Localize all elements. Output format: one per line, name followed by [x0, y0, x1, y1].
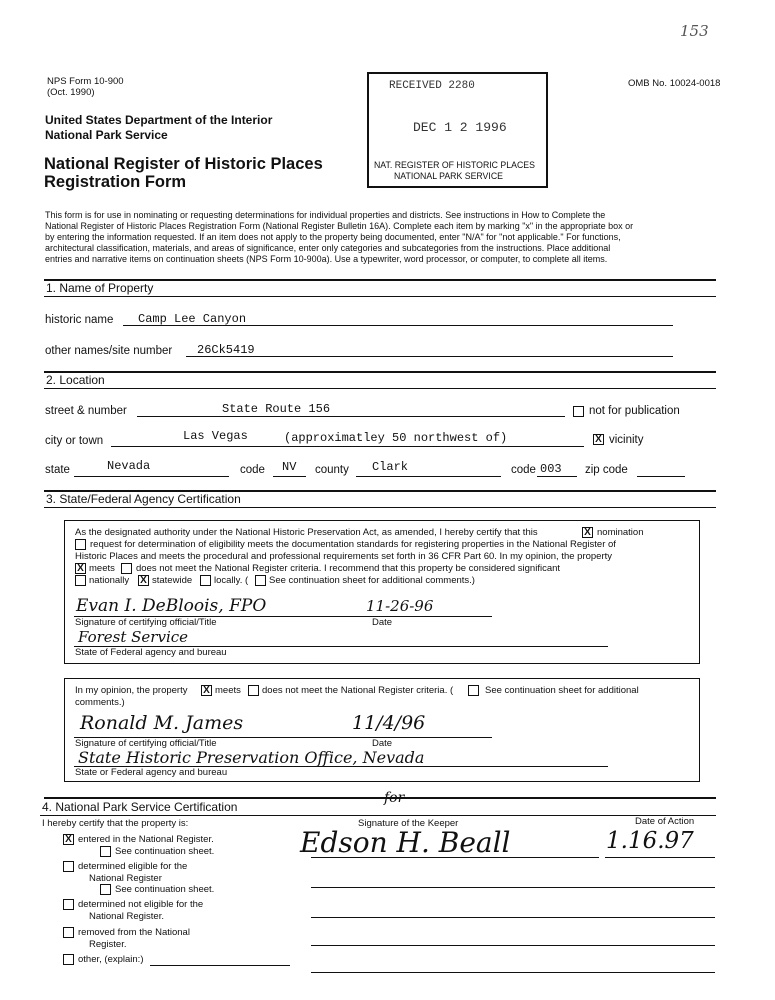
service-name: National Park Service [45, 128, 168, 142]
opinion-text: In my opinion, the property [75, 685, 188, 696]
field-underline [537, 476, 577, 477]
meets-label: meets [89, 563, 115, 574]
keeper-for: for [384, 790, 405, 806]
not-for-publication-checkbox[interactable] [573, 406, 584, 417]
code-label: code [240, 464, 265, 476]
field-underline [111, 446, 584, 447]
opinion-text: does not meet the National Register criteria. ( [262, 685, 454, 696]
opinion-signature: Ronald M. James [80, 712, 244, 734]
historic-name-label: historic name [45, 314, 114, 326]
instruction-line: by entering the information requested. If an item does not apply to the property being documented, enter "N/A" for "not applicable." For functions, [45, 232, 621, 242]
meets-checkbox[interactable]: X [75, 563, 86, 574]
department: United States Department of the Interior [45, 113, 273, 127]
section-rule [44, 797, 716, 799]
keeper-line [311, 972, 715, 973]
field-underline [273, 476, 306, 477]
field-underline [137, 416, 565, 417]
section4-heading: 4. National Park Service Certification [42, 800, 238, 814]
locally-checkbox[interactable] [200, 575, 211, 586]
certification-date: 11-26-96 [366, 597, 434, 615]
date-label: Date [372, 617, 393, 628]
date-label: Date [372, 738, 393, 749]
not-for-publication-label: not for publication [589, 405, 680, 417]
entered-checkbox[interactable]: X [63, 834, 74, 845]
instruction-line: architectural classification, materials, and areas of significance, enter only categories and subcategories from the instructions. Place additional [45, 243, 611, 253]
opinion-text: comments.) [75, 697, 125, 708]
agency-label: State or Federal agency and bureau [75, 767, 228, 778]
not-eligible-label: National Register. [89, 911, 164, 922]
section-rule [44, 507, 716, 508]
not-eligible-label: determined not eligible for the [78, 899, 204, 910]
request-checkbox[interactable] [75, 539, 86, 550]
explain-line[interactable] [150, 965, 290, 966]
cert-text: does not meet the National Register criteria. I recommend that this property be considered significant [136, 563, 561, 574]
state-field[interactable]: Nevada [107, 459, 151, 473]
county-label: county [315, 464, 349, 476]
state-label: state [45, 464, 70, 476]
continuation-checkbox[interactable] [255, 575, 266, 586]
nps-intro: I hereby certify that the property is: [42, 818, 189, 829]
removed-label: removed from the National [78, 927, 190, 938]
cert-text: Historic Places and meets the procedural and professional requirements set forth in 36 CFR Part 60. In my opinion, the property [75, 551, 613, 562]
historic-name-field[interactable]: Camp Lee Canyon [138, 312, 247, 326]
determined-eligible-checkbox[interactable] [63, 861, 74, 872]
opinion-continuation-checkbox[interactable] [468, 685, 479, 696]
stamp-date: DEC 1 2 1996 [413, 120, 507, 135]
field-underline [123, 325, 673, 326]
keeper-signature: Edson H. Beall [300, 826, 511, 859]
entered-continuation-label: See continuation sheet. [115, 846, 215, 857]
other-names-field[interactable]: 26Ck5419 [197, 343, 255, 357]
city-note: (approximatley 50 northwest of) [284, 431, 508, 445]
county-field[interactable]: Clark [372, 460, 409, 474]
city-label: city or town [45, 435, 104, 447]
section-rule [44, 371, 716, 373]
determined-eligible-label: National Register [89, 873, 162, 884]
agency-label: State of Federal agency and bureau [75, 647, 227, 658]
section3-heading: 3. State/Federal Agency Certification [46, 492, 241, 506]
eligible-continuation-checkbox[interactable] [100, 884, 111, 895]
instruction-line: This form is for use in nominating or requesting determinations for individual properties and districts. See instructions in How to Complete the [45, 210, 606, 220]
signature-label: Signature of certifying official/Title [75, 738, 217, 749]
form-subtitle: Registration Form [44, 173, 187, 191]
signature-label: Signature of certifying official/Title [75, 617, 217, 628]
other-label: other, (explain:) [78, 954, 144, 965]
street-label: street & number [45, 405, 127, 417]
locally-label: locally. ( [214, 575, 249, 586]
form-date: (Oct. 1990) [47, 87, 95, 98]
opinion-meets-checkbox[interactable]: X [201, 685, 212, 696]
keeper-line [311, 917, 715, 918]
stamp-line1: NAT. REGISTER OF HISTORIC PLACES [374, 160, 535, 171]
removed-checkbox[interactable] [63, 927, 74, 938]
other-checkbox[interactable] [63, 954, 74, 965]
keeper-label: Signature of the Keeper [358, 818, 459, 829]
state-code-field[interactable]: NV [282, 460, 297, 474]
entered-continuation-checkbox[interactable] [100, 846, 111, 857]
continuation-label: See continuation sheet for additional comments.) [269, 575, 475, 586]
omb-number: OMB No. 10024-0018 [628, 78, 721, 89]
stamp-received: RECEIVED 2280 [389, 80, 475, 92]
removed-label: Register. [89, 939, 127, 950]
corner-mark: 153 [680, 22, 709, 40]
instruction-line: National Register of Historic Places Registration Form (National Register Bulletin 16A). Complete each item by marking "x" in the appropriate box or [45, 221, 634, 231]
federal-agency: Forest Service [78, 628, 189, 646]
opinion-not-meet-checkbox[interactable] [248, 685, 259, 696]
street-field[interactable]: State Route 156 [222, 402, 331, 416]
does-not-meet-checkbox[interactable] [121, 563, 132, 574]
vicinity-label: vicinity [609, 434, 644, 446]
zip-field[interactable] [637, 476, 685, 477]
statewide-label: statewide [152, 575, 193, 586]
field-underline [186, 356, 673, 357]
field-underline [74, 476, 229, 477]
form-number: NPS Form 10-900 [47, 76, 124, 87]
date-line [605, 857, 715, 858]
date-of-action-label: Date of Action [635, 816, 695, 827]
statewide-checkbox[interactable]: X [138, 575, 149, 586]
vicinity-checkbox[interactable]: X [593, 434, 604, 445]
determined-eligible-label: determined eligible for the [78, 861, 188, 872]
state-agency: State Historic Preservation Office, Nevada [78, 748, 425, 767]
county-code-label: code [511, 464, 536, 476]
city-field[interactable]: Las Vegas [183, 429, 248, 443]
field-underline [356, 476, 501, 477]
opinion-date: 11/4/96 [352, 712, 426, 734]
instruction-line: entries and narrative items on continuation sheets (NPS Form 10-900a). Use a typewriter, word processor, or computer, to complete all items. [45, 254, 608, 264]
certifying-signature: Evan I. DeBloois, FPO [76, 596, 267, 616]
nomination-checkbox[interactable]: X [582, 527, 593, 538]
section2-heading: 2. Location [46, 373, 105, 387]
keeper-line [311, 945, 715, 946]
section-rule [44, 296, 716, 297]
section-rule [40, 815, 716, 816]
county-code-field[interactable]: 003 [540, 462, 562, 476]
instructions [45, 210, 633, 265]
form-title: National Register of Historic Places [44, 155, 323, 173]
zip-label: zip code [585, 464, 628, 476]
keeper-line [311, 857, 599, 858]
other-names-label: other names/site number [45, 345, 173, 357]
cert-text: As the designated authority under the National Historic Preservation Act, as amended, I hereby certify that this [75, 527, 538, 538]
nationally-label: nationally [89, 575, 130, 586]
opinion-text: See continuation sheet for additional [485, 685, 639, 696]
entered-label: entered in the National Register. [78, 834, 214, 845]
keeper-line [311, 887, 715, 888]
stamp-line2: NATIONAL PARK SERVICE [394, 171, 503, 182]
nationally-checkbox[interactable] [75, 575, 86, 586]
nomination-label: nomination [597, 527, 644, 538]
not-eligible-checkbox[interactable] [63, 899, 74, 910]
section-rule [44, 388, 716, 389]
section1-heading: 1. Name of Property [46, 281, 154, 295]
opinion-meets-label: meets [215, 685, 241, 696]
cert-text: request for determination of eligibility meets the documentation standards for registering properties in the National Register of [90, 539, 616, 550]
received-stamp [367, 72, 548, 188]
date-of-action: 1.16.97 [606, 828, 694, 854]
eligible-continuation-label: See continuation sheet. [115, 884, 215, 895]
